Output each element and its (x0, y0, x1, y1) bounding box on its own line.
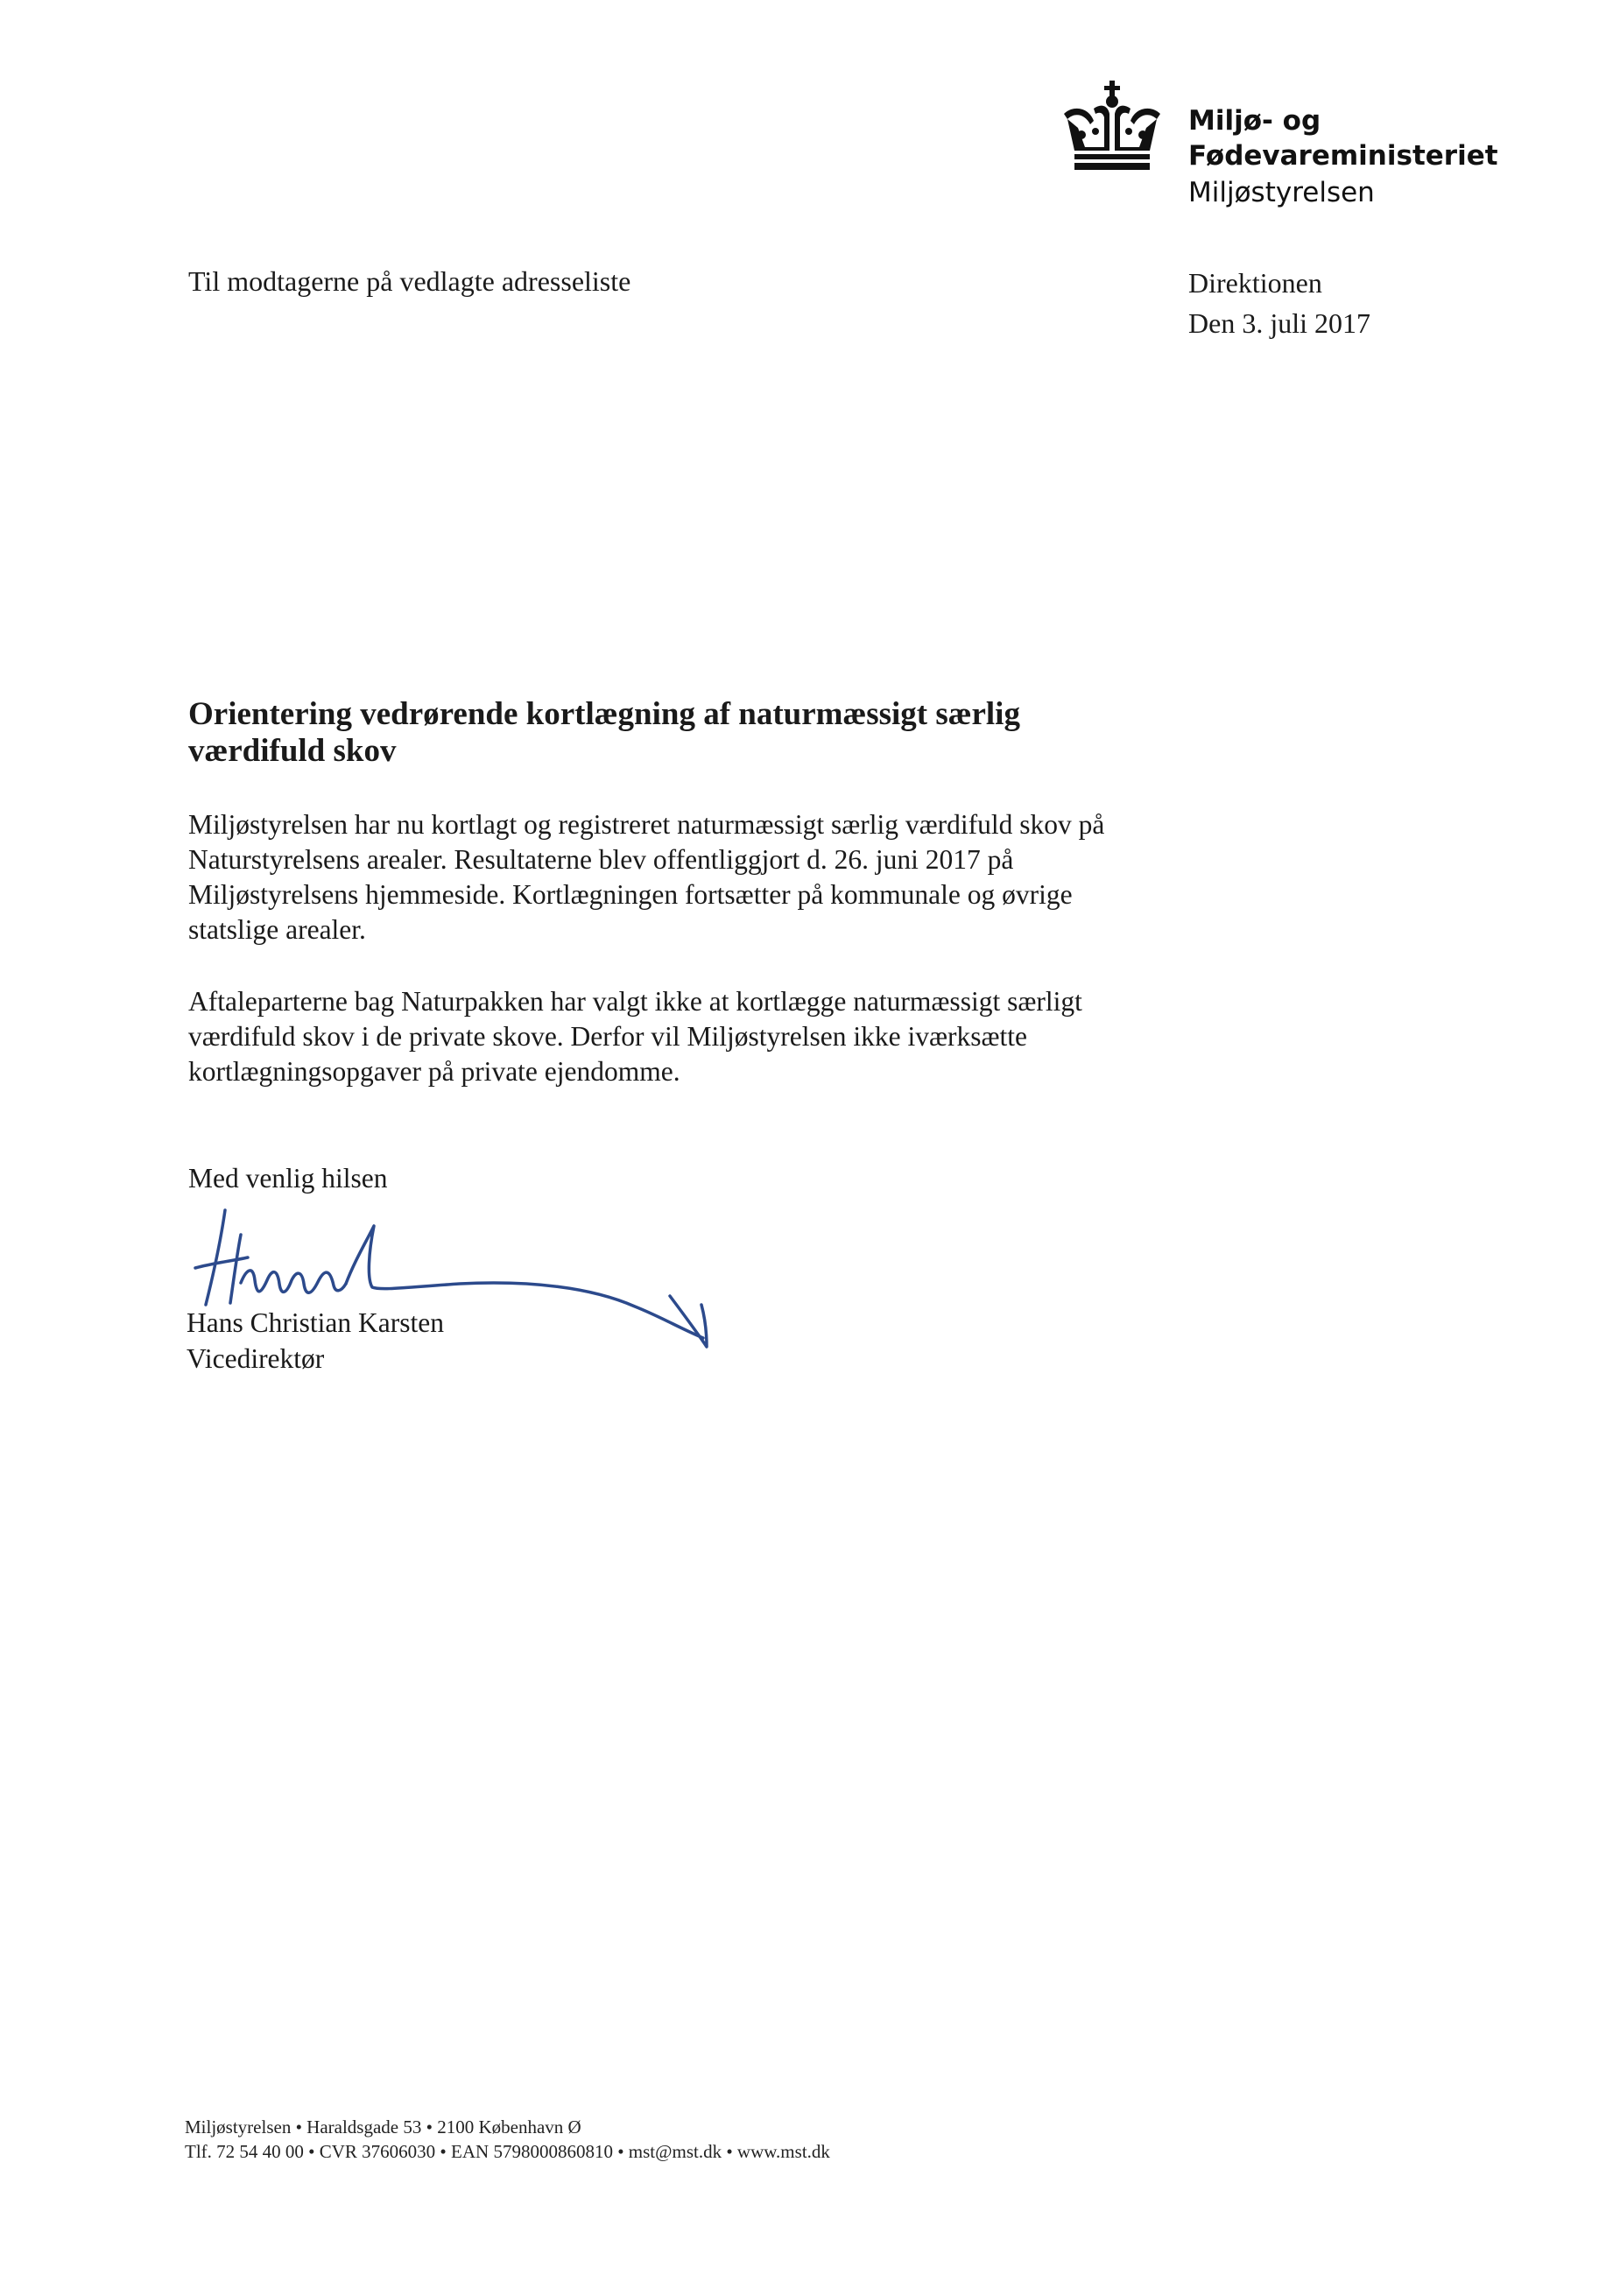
paragraph-line: Miljøstyrelsen har nu kortlagt og registreret naturmæssigt særlig værdifuld skov på (188, 809, 1105, 840)
paragraph-line: Miljøstyrelsens hjemmeside. Kortlægningen fortsætter på kommunale og øvrige (188, 879, 1073, 910)
recipient-line: Til modtagerne på vedlagte adresseliste (188, 265, 631, 297)
ministry-name (1188, 103, 1498, 210)
body-paragraph-2 (188, 984, 1239, 1089)
department: Direktionen (1188, 267, 1322, 299)
ministry-line-2: Fødevareministeriet (1188, 140, 1498, 172)
agency-name: Miljøstyrelsen (1188, 177, 1375, 208)
signer-block (187, 1305, 444, 1377)
royal-crown-icon (1055, 79, 1169, 175)
body-paragraph-1 (188, 807, 1239, 947)
subject-line-2: værdifuld skov (188, 733, 397, 769)
paragraph-line: kortlægningsopgaver på private ejendomme. (188, 1056, 680, 1087)
signer-name: Hans Christian Karsten (187, 1307, 444, 1338)
signer-title: Vicedirektør (187, 1343, 325, 1374)
subject-line-1: Orientering vedrørende kortlægning af naturmæssigt særlig (188, 696, 1020, 732)
letter-date: Den 3. juli 2017 (1188, 307, 1370, 339)
ministry-line-1: Miljø- og (1188, 105, 1321, 137)
closing-salutation: Med venlig hilsen (188, 1163, 388, 1194)
footer-contact: Tlf. 72 54 40 00 • CVR 37606030 • EAN 5798000860810 • mst@mst.dk • www.mst.dk (185, 2141, 830, 2162)
sender-block (1188, 263, 1370, 343)
footer-address: Miljøstyrelsen • Haraldsgade 53 • 2100 København Ø (185, 2116, 581, 2138)
letter-subject (188, 696, 1239, 770)
paragraph-line: værdifuld skov i de private skove. Derfor vil Miljøstyrelsen ikke iværksætte (188, 1021, 1027, 1052)
paragraph-line: Aftaleparterne bag Naturpakken har valgt ikke at kortlægge naturmæssigt særligt (188, 986, 1082, 1017)
letter-footer (185, 2115, 830, 2164)
paragraph-line: Naturstyrelsens arealer. Resultaterne blev offentliggjort d. 26. juni 2017 på (188, 844, 1014, 875)
paragraph-line: statslige arealer. (188, 914, 366, 945)
